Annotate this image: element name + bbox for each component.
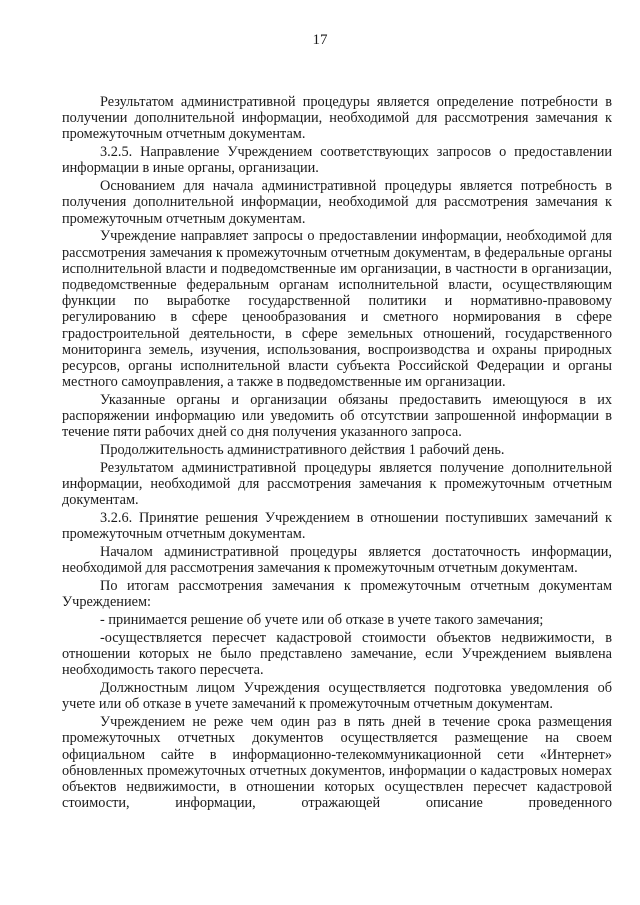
paragraph-duration: Продолжительность административного действия 1 рабочий день. xyxy=(100,442,505,459)
section-heading-3-2-6: 3.2.6. Принятие решения Учреждением в отношении поступивших замечаний к промежуточным отчетным документам. xyxy=(62,510,612,543)
list-item-recalculation: -осуществляется пересчет кадастровой стоимости объектов недвижимости, в отношении которых не было представлено замечание, если Учреждением выявлена необходимость такого пересчета. xyxy=(62,630,612,679)
section-heading-3-2-5: 3.2.5. Направление Учреждением соответствующих запросов о предоставлении информации в иные органы, организации. xyxy=(62,144,612,177)
paragraph-publication: Учреждением не реже чем один раз в пять дней в течение срока размещения промежуточных отчетных документов осуществляется размещение на своем официальном сайте в информационно-телекоммуникационной сети «Интернет» обновленных промежуточных отчетных документов, информации о кадастровых номерах объектов недвижимости, в отношении которых осуществлен пересчет кадастровой стоимости, информации, отражающей описание проведенного xyxy=(62,714,612,812)
paragraph-result-need: Результатом административной процедуры является определение потребности в получении дополнительной информации, необходимой для рассмотрения замечания к промежуточным отчетным документам. xyxy=(62,94,612,143)
paragraph-requests: Учреждение направляет запросы о предоставлении информации, необходимой для рассмотрения замечания к промежуточным отчетным документам, в федеральные органы исполнительной власти и подведомственные им организации, в частности в организации, подведомственные федеральным органам исполнительной власти, осуществляющим функции по выработке государственной политики и нормативно-правовому регулированию в сфере ценообразования и сметного нормирования в сфере градостроительной деятельности, в сфере земельных отношений, государственного мониторинга земель, изучения, использования, воспроизводства и охраны природных ресурсов, органы исполнительной власти субъекта Российской Федерации и органы местного самоуправления, а также в подведомственные им организации. xyxy=(62,228,612,391)
paragraph-review-results: По итогам рассмотрения замечания к промежуточным отчетным документам Учреждением: xyxy=(62,578,612,611)
list-item-decision: - принимается решение об учете или об отказе в учете такого замечания; xyxy=(100,612,544,629)
paragraph-result-info: Результатом административной процедуры является получение дополнительной информации, необходимой для рассмотрения замечания к промежуточным отчетным документам. xyxy=(62,460,612,509)
paragraph-notification: Должностным лицом Учреждения осуществляется подготовка уведомления об учете или об отказе в учете замечаний к промежуточным отчетным документам. xyxy=(62,680,612,713)
paragraph-start: Началом административной процедуры является достаточность информации, необходимой для рассмотрения замечания к промежуточным отчетным документам. xyxy=(62,544,612,577)
document-body xyxy=(62,94,612,811)
paragraph-obligations: Указанные органы и организации обязаны предоставить имеющуюся в их распоряжении информацию или уведомить об отсутствии запрошенной информации в течение пяти рабочих дней со дня получения указанного запроса. xyxy=(62,392,612,441)
paragraph-basis: Основанием для начала административной процедуры является потребность в получения дополнительной информации, необходимой для рассмотрения замечания к промежуточным отчетным документам. xyxy=(62,178,612,227)
page-number: 17 xyxy=(312,32,328,48)
